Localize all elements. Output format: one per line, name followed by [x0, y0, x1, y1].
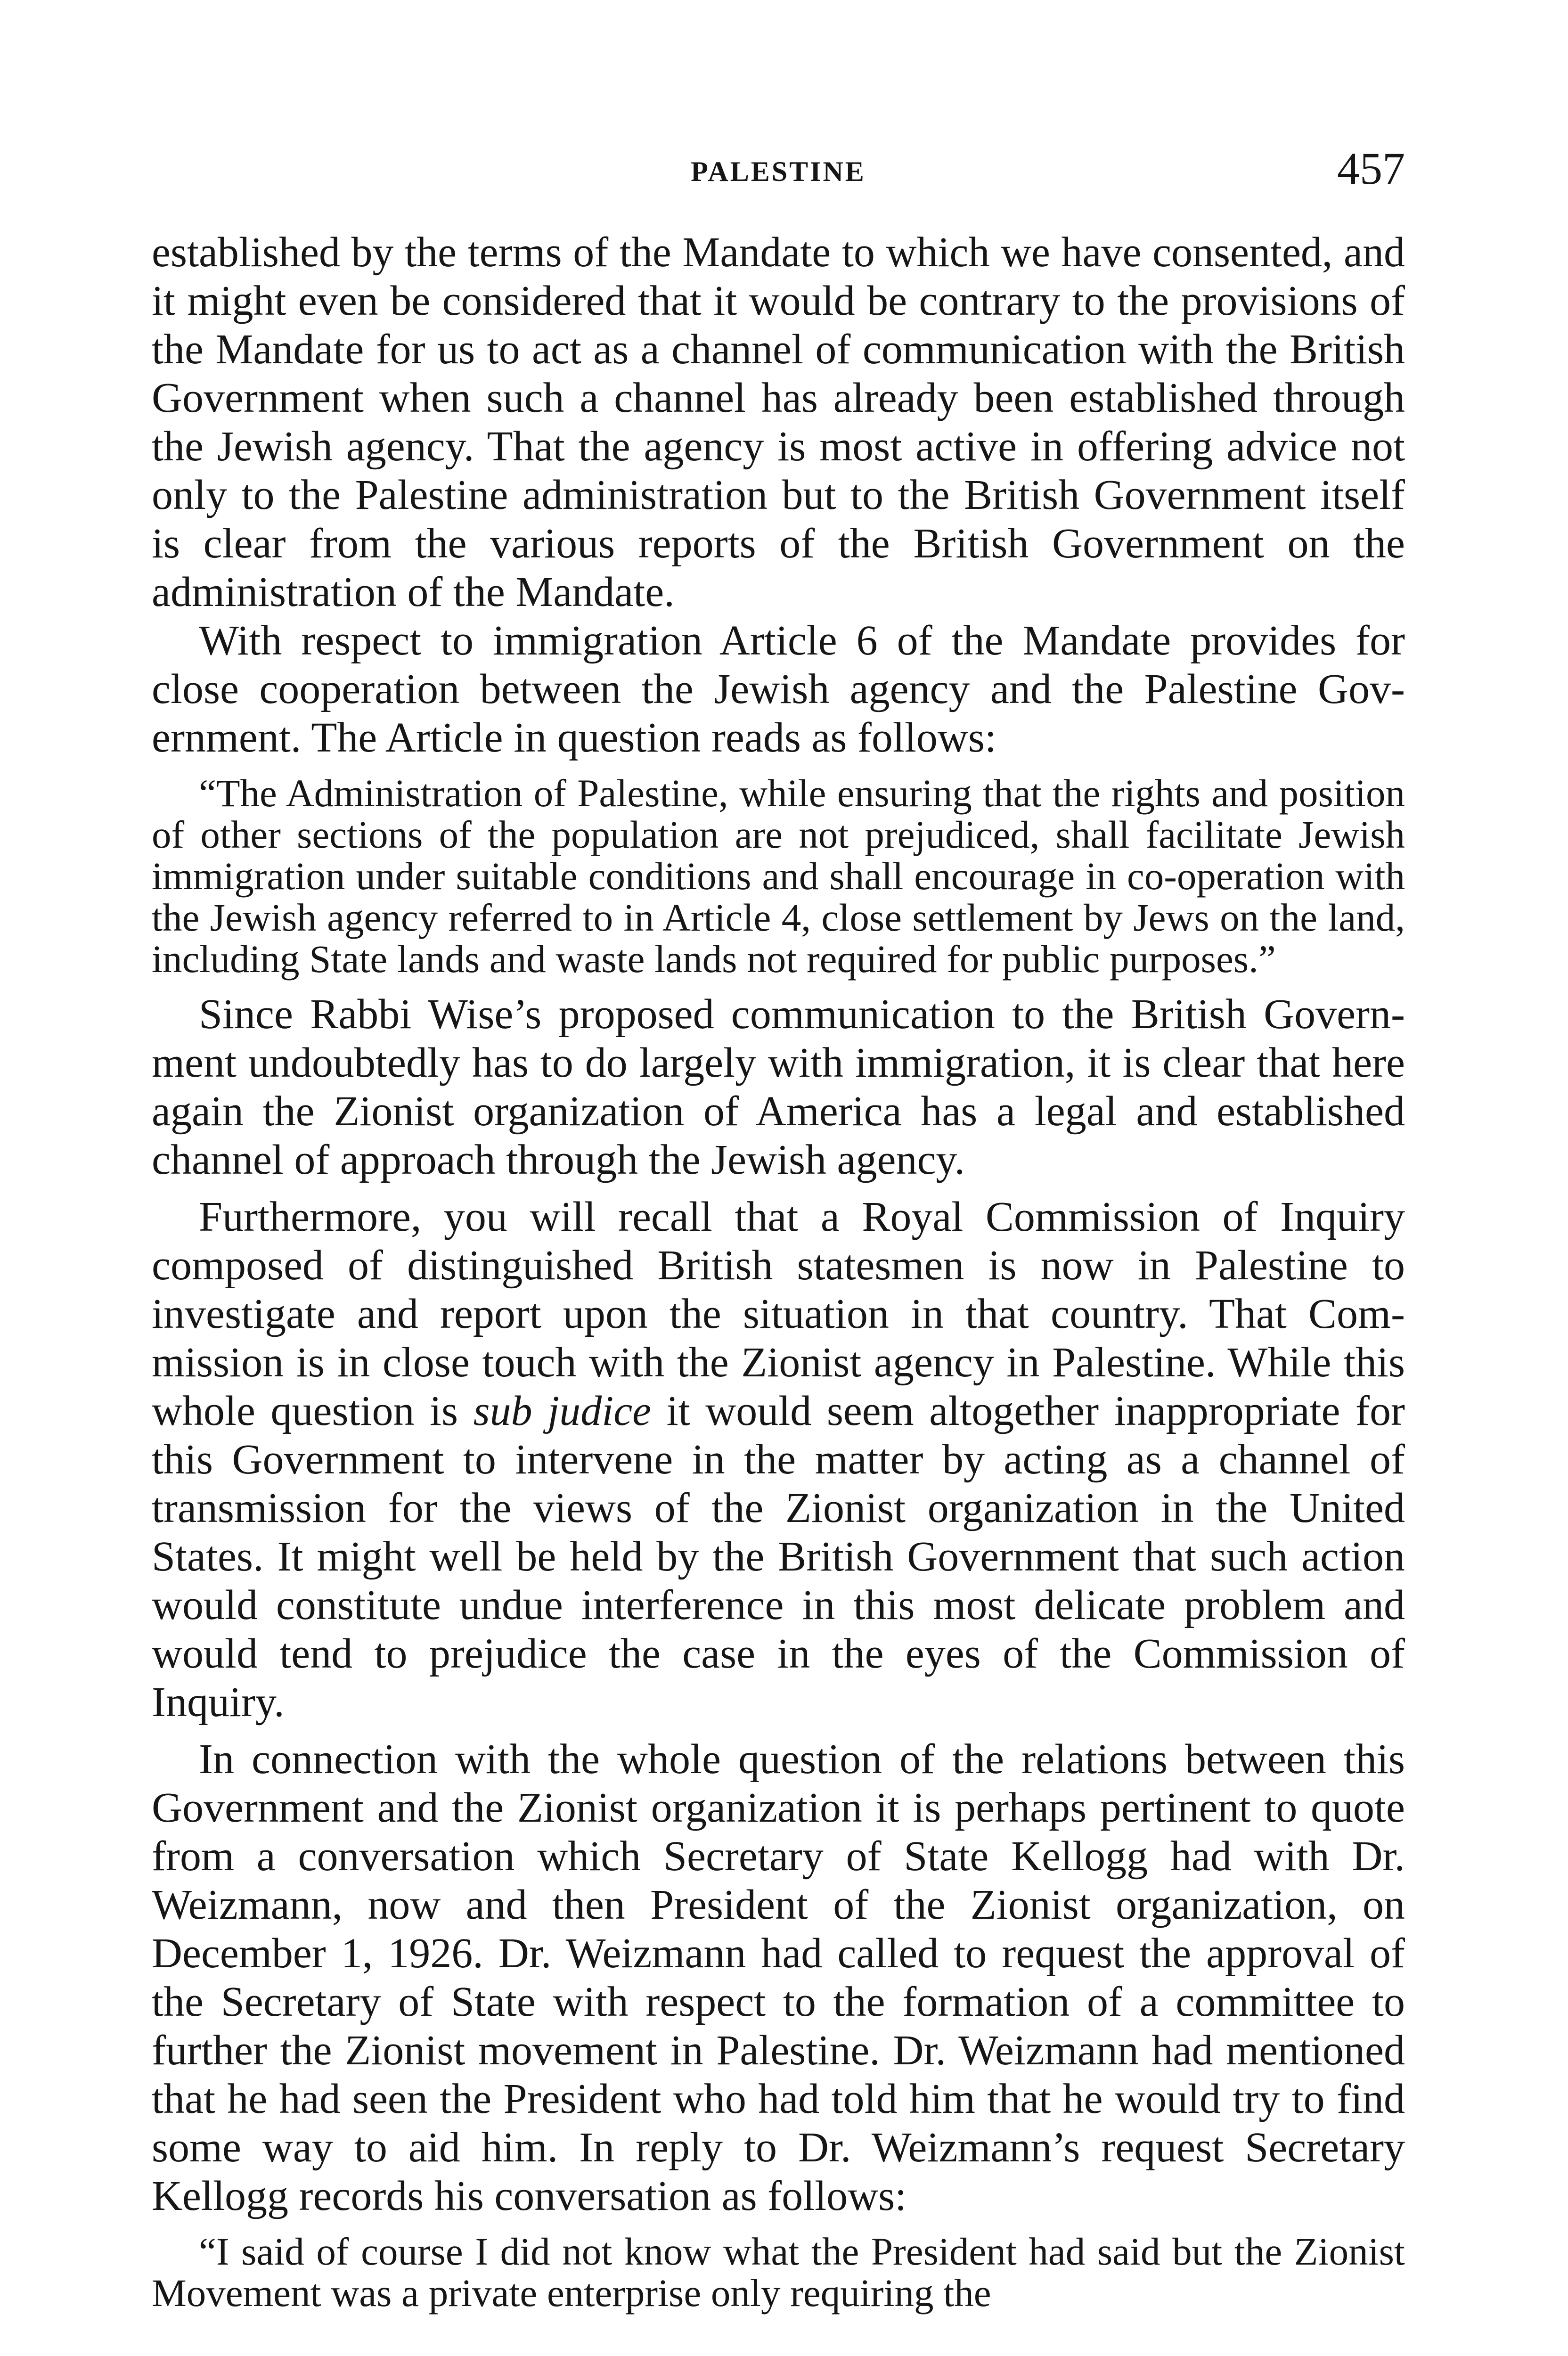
paragraph-3: Since Rabbi Wise’s proposed communication to the British Government undoubtedly has to do largely with immigration, it is clear that here again the Zionist organization of America has a legal and established channel of approach through the Jewish agency. [152, 991, 1405, 1183]
running-title: PALESTINE [691, 156, 866, 187]
page-number: 457 [1337, 143, 1405, 194]
running-header [152, 143, 1405, 198]
block-quote-article-6: “The Administration of Palestine, while ensuring that the rights and position of other sections of the population are not prejudiced, shall facilitate Jewish immigration under suitable conditions and shall encourage in co-operation with the Jewish agency referred to in Article 4, close settlement by Jews on the land, including State lands and waste lands not required for public purposes.” [152, 771, 1405, 981]
paragraph-4 [152, 1193, 1405, 1726]
paragraph-4-text-a: Furthermore, you will recall that a Royal Commission of Inquiry composed of distinguished British statesmen is now in Palestine to investigate and report upon the situation in that country. That Commission is in close touch with the Zionist agency in Palestine. While this whole question is [152, 1194, 1405, 1434]
body-text [152, 228, 1405, 2324]
block-quote-kellogg: “I said of course I did not know what the President had said but the Zionist Movement was a private enterprise only requiring the [152, 2230, 1405, 2315]
latin-phrase-sub-judice: sub judice [473, 1388, 652, 1434]
paragraph-2: With respect to immigration Article 6 of the Mandate provides for close cooperation between the Jewish agency and the Palestine Government. The Article in question reads as follows: [152, 617, 1405, 761]
paragraph-1: established by the terms of the Mandate to which we have consented, and it might even be considered that it would be contrary to the provisions of the Mandate for us to act as a channel of communication with the British Government when such a channel has already been established through the Jewish agency. That the agency is most active in offering advice not only to the Palestine administration but to the British Government itself is clear from the various reports of the British Government on the administration of the Mandate. [152, 229, 1405, 615]
paragraph-4-text-b: it would seem altogether inappropriate for this Government to intervene in the matter by acting as a channel of transmission for the views of the Zionist organization in the United States. It might well be held by the British Government that such action would constitute undue interference in this most delicate problem and would tend to prejudice the case in the eyes of the Commission of Inquiry. [152, 1388, 1405, 1726]
paragraph-5: In connection with the whole question of the relations between this Government and the Zionist organization it is perhaps pertinent to quote from a conversation which Secretary of State Kellogg had with Dr. Weizmann, now and then President of the Zionist organization, on December 1, 1926. Dr. Weizmann had called to request the approval of the Secretary of State with respect to the formation of a committee to further the Zionist movement in Palestine. Dr. Weizmann had mentioned that he had seen the President who had told him that he would try to find some way to aid him. In reply to Dr. Weizmann’s request Secretary Kellogg records his conversation as follows: [152, 1736, 1405, 2219]
